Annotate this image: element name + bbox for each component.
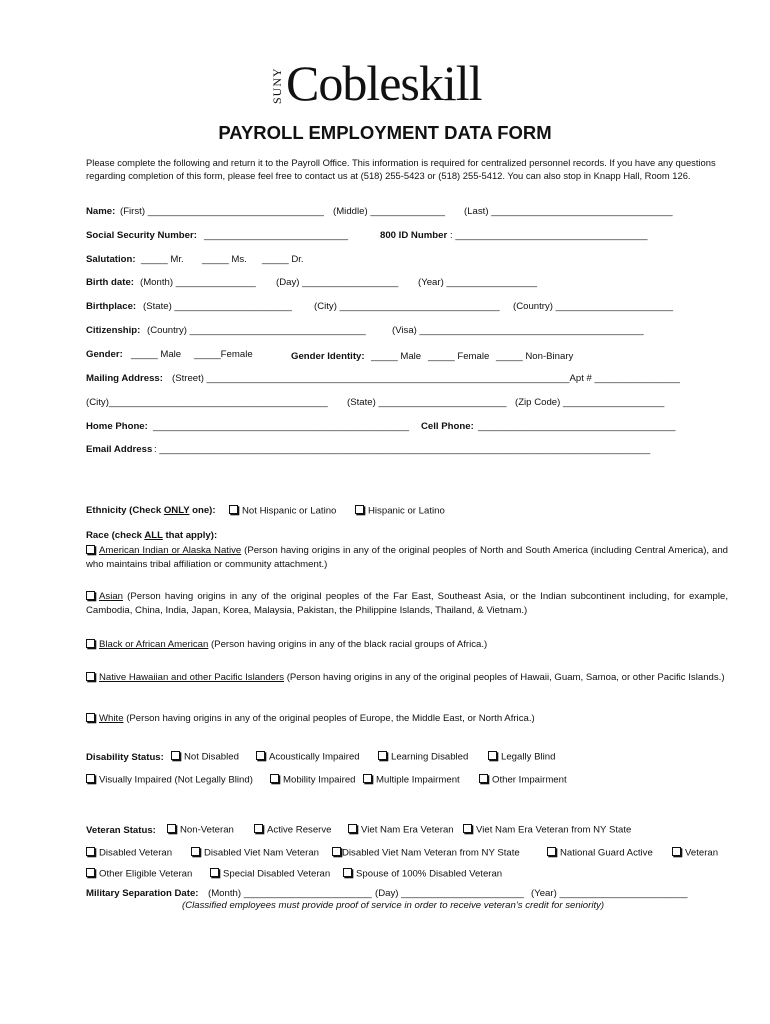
birth-month-field[interactable]: (Month) _______________ [140, 277, 256, 288]
gender-identity-female[interactable]: _____ Female [428, 351, 490, 362]
veteran-option-disabled-viet-nam[interactable]: Disabled Viet Nam Veteran [191, 847, 319, 859]
checkbox-icon[interactable] [270, 774, 279, 783]
veteran-status-label: Veteran Status: [86, 825, 156, 836]
mailing-address-label: Mailing Address: [86, 373, 163, 384]
checkbox-icon[interactable] [86, 847, 95, 856]
disability-option-learning-disabled[interactable]: Learning Disabled [378, 751, 468, 763]
id-number-label: 800 ID Number [380, 230, 448, 241]
birth-city-field[interactable]: (City) ______________________________ [314, 301, 500, 312]
birth-date-label: Birth date: [86, 277, 134, 288]
checkbox-icon[interactable] [86, 774, 95, 783]
zip-code-field[interactable]: (Zip Code) ___________________ [515, 397, 665, 408]
veteran-option-other-eligible[interactable]: Other Eligible Veteran [86, 868, 192, 880]
veteran-option-disabled-viet-nam-ny[interactable]: Disabled Viet Nam Veteran from NY State [332, 847, 520, 859]
checkbox-icon[interactable] [86, 639, 95, 648]
checkbox-icon[interactable] [171, 751, 180, 760]
logo-name-text: Cobleskill [286, 55, 482, 111]
gender-label: Gender: [86, 349, 123, 360]
city-field[interactable]: (City)_________________________________________ [86, 397, 328, 408]
separation-year-field[interactable]: (Year) ________________________ [531, 888, 688, 899]
logo-suny-text: SUNY [270, 67, 284, 105]
citizenship-label: Citizenship: [86, 325, 141, 336]
checkbox-icon[interactable] [488, 751, 497, 760]
street-field[interactable]: (Street) ____________________________________________________________________Apt # ________________ [172, 373, 680, 384]
checkbox-icon[interactable] [229, 505, 238, 514]
veteran-option-active-reserve[interactable]: Active Reserve [254, 824, 332, 836]
birth-state-field[interactable]: (State) ______________________ [143, 301, 292, 312]
military-separation-date-label: Military Separation Date: [86, 888, 199, 899]
birthplace-label: Birthplace: [86, 301, 137, 312]
veteran-option-non-veteran[interactable]: Non-Veteran [167, 824, 234, 836]
last-name-field[interactable]: (Last) __________________________________ [464, 206, 673, 217]
ethnicity-hispanic-option[interactable]: Hispanic or Latino [355, 505, 445, 517]
ethnicity-label: Ethnicity (Check ONLY one): [86, 505, 216, 516]
salutation-dr[interactable]: _____ Dr. [262, 254, 304, 265]
gender-male[interactable]: _____ Male [131, 349, 182, 360]
home-phone-field[interactable]: ________________________________________________ [153, 421, 410, 432]
suny-cobleskill-logo [268, 55, 558, 112]
veteran-option-disabled-veteran[interactable]: Disabled Veteran [86, 847, 172, 859]
home-phone-label: Home Phone: [86, 421, 148, 432]
race-option-native-hawaiian[interactable]: Native Hawaiian and other Pacific Islanders (Person having origins in any of the original peoples of Hawaii, Guam, Samoa, or other Pacific Islands.) [86, 671, 728, 685]
checkbox-icon[interactable] [86, 591, 95, 600]
state-field[interactable]: (State) ________________________ [347, 397, 507, 408]
checkbox-icon[interactable] [210, 868, 219, 877]
id-number-field[interactable]: : ____________________________________ [450, 230, 648, 241]
checkbox-icon[interactable] [355, 505, 364, 514]
checkbox-icon[interactable] [86, 868, 95, 877]
salutation-mr[interactable]: _____ Mr. [141, 254, 184, 265]
veteran-option-national-guard[interactable]: National Guard Active [547, 847, 653, 859]
checkbox-icon[interactable] [86, 545, 95, 554]
checkbox-icon[interactable] [547, 847, 556, 856]
birth-year-field[interactable]: (Year) _________________ [418, 277, 538, 288]
disability-status-label: Disability Status: [86, 752, 164, 763]
veteran-option-viet-nam-era-ny[interactable]: Viet Nam Era Veteran from NY State [463, 824, 631, 836]
gender-identity-male[interactable]: _____ Male [371, 351, 422, 362]
checkbox-icon[interactable] [378, 751, 387, 760]
veteran-credit-note: (Classified employees must provide proof of service in order to receive veteran’s credit for seniority) [182, 900, 605, 911]
email-label: Email Address [86, 444, 153, 455]
disability-option-mobility-impaired[interactable]: Mobility Impaired [270, 774, 356, 786]
birth-country-field[interactable]: (Country) ______________________ [513, 301, 674, 312]
race-option-black[interactable]: Black or African American (Person having origins in any of the black racial groups of Africa.) [86, 638, 728, 652]
gender-female[interactable]: _____Female [194, 349, 253, 360]
checkbox-icon[interactable] [332, 847, 341, 856]
disability-option-acoustically-impaired[interactable]: Acoustically Impaired [256, 751, 360, 763]
birth-day-field[interactable]: (Day) __________________ [276, 277, 399, 288]
disability-option-legally-blind[interactable]: Legally Blind [488, 751, 555, 763]
disability-option-multiple-impairment[interactable]: Multiple Impairment [363, 774, 460, 786]
cell-phone-label: Cell Phone: [421, 421, 474, 432]
salutation-label: Salutation: [86, 254, 136, 265]
checkbox-icon[interactable] [343, 868, 352, 877]
checkbox-icon[interactable] [256, 751, 265, 760]
veteran-option-veteran[interactable]: Veteran [672, 847, 718, 859]
checkbox-icon[interactable] [86, 672, 95, 681]
gender-identity-label: Gender Identity: [291, 351, 365, 362]
gender-identity-nonbinary[interactable]: _____ Non-Binary [496, 351, 574, 362]
veteran-option-viet-nam-era[interactable]: Viet Nam Era Veteran [348, 824, 454, 836]
citizenship-country-field[interactable]: (Country) _________________________________ [147, 325, 366, 336]
ssn-field[interactable]: ___________________________ [204, 230, 349, 241]
intro-paragraph: Please complete the following and return it to the Payroll Office. This information is required for centralized personnel records. If you have any questions regarding completion of this form, please feel free to contact us at (518) 255-5423 or (518) 255-5412. You can also stop in Knapp Hall, Room 126. [86, 157, 716, 181]
checkbox-icon[interactable] [254, 824, 263, 833]
checkbox-icon[interactable] [167, 824, 176, 833]
checkbox-icon[interactable] [479, 774, 488, 783]
form-title: PAYROLL EMPLOYMENT DATA FORM [218, 122, 552, 143]
disability-option-not-disabled[interactable]: Not Disabled [171, 751, 239, 763]
visa-field[interactable]: (Visa) __________________________________________ [392, 325, 644, 336]
cell-phone-field[interactable]: _____________________________________ [478, 421, 676, 432]
separation-month-field[interactable]: (Month) ________________________ [208, 888, 372, 899]
checkbox-icon[interactable] [363, 774, 372, 783]
ssn-label: Social Security Number: [86, 230, 197, 241]
veteran-option-special-disabled[interactable]: Special Disabled Veteran [210, 868, 330, 880]
race-option-white[interactable]: White (Person having origins in any of the original peoples of Europe, the Middle East, or North Africa.) [86, 712, 728, 726]
race-option-american-indian[interactable]: American Indian or Alaska Native (Person having origins in any of the original peoples of North and South America (including Central America), and who maintains tribal affiliation or community attachment.) [86, 545, 728, 570]
salutation-ms[interactable]: _____ Ms. [202, 254, 247, 265]
checkbox-icon[interactable] [463, 824, 472, 833]
veteran-option-spouse-disabled[interactable]: Spouse of 100% Disabled Veteran [343, 868, 502, 880]
separation-day-field[interactable]: (Day) _______________________ [375, 888, 524, 899]
middle-name-field[interactable]: (Middle) ______________ [333, 206, 446, 217]
disability-option-visually-impaired[interactable]: Visually Impaired (Not Legally Blind) [86, 774, 253, 786]
checkbox-icon[interactable] [672, 847, 681, 856]
checkbox-icon[interactable] [348, 824, 357, 833]
checkbox-icon[interactable] [191, 847, 200, 856]
disability-option-other-impairment[interactable]: Other Impairment [479, 774, 567, 786]
ethnicity-not-hispanic-option[interactable]: Not Hispanic or Latino [229, 505, 336, 517]
first-name-field[interactable]: (First) _________________________________ [120, 206, 324, 217]
race-option-asian[interactable]: Asian (Person having origins in any of the original peoples of the Far East, Southeast Asia, or the Indian subcontinent including, for example, Cambodia, China, India, Japan, Korea, Malaysia, Pakistan, the Philippine Islands, Thailand, & Vietnam.) [86, 591, 728, 616]
email-field[interactable]: : ____________________________________________________________________________________________ [154, 444, 651, 455]
name-label: Name: [86, 206, 116, 217]
checkbox-icon[interactable] [86, 713, 95, 722]
race-label: Race (check ALL that apply): [86, 530, 218, 541]
